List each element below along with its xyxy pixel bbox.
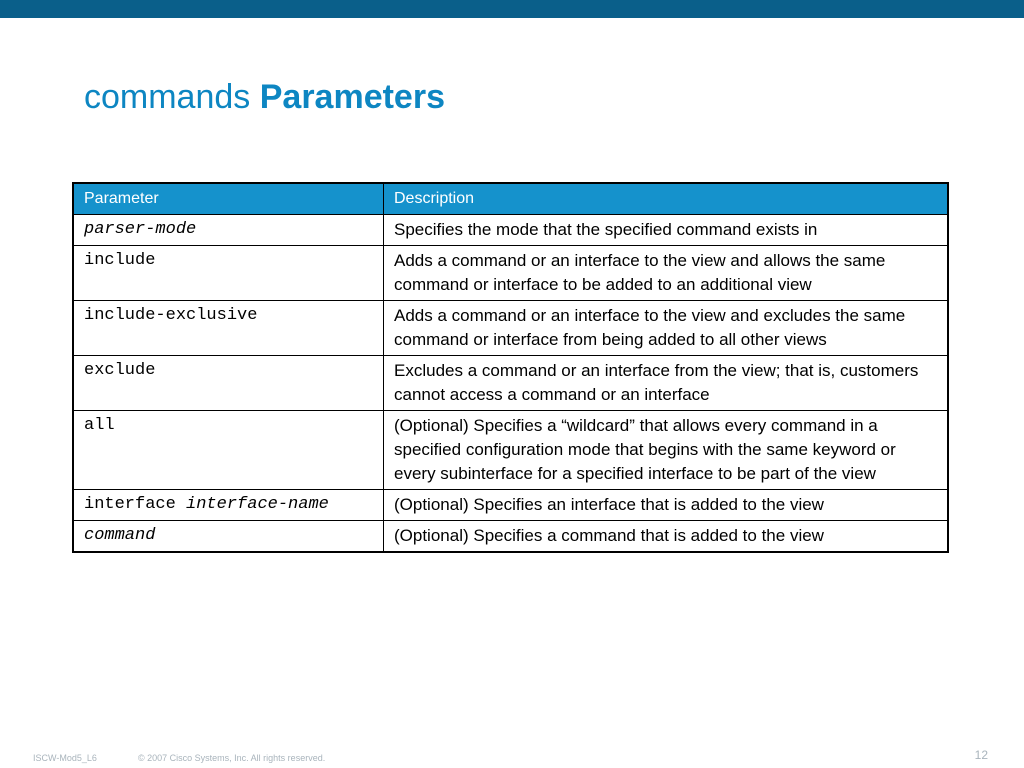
description-cell: Excludes a command or an interface from the view; that is, customers cannot access a command or an interface: [384, 356, 949, 411]
description-cell: (Optional) Specifies a “wildcard” that allows every command in a specified configuration mode that begins with the same keyword or every subinterface for a specified interface to be part of the view: [384, 411, 949, 490]
table-header-row: [73, 183, 948, 215]
parameter-keyword: include-exclusive: [84, 306, 258, 325]
parameter-argument: interface-name: [186, 495, 329, 514]
parameter-keyword: exclude: [84, 361, 156, 380]
slide-title-bold: Parameters: [259, 78, 445, 116]
parameter-argument: parser-mode: [84, 220, 197, 239]
parameter-cell: [73, 301, 384, 356]
table-row: [73, 411, 948, 490]
parameter-cell: [73, 521, 384, 553]
table-row: [73, 301, 948, 356]
description-cell: Specifies the mode that the specified command exists in: [384, 215, 949, 246]
footer-copyright: © 2007 Cisco Systems, Inc. All rights reserved.: [138, 753, 326, 763]
parameter-argument: command: [84, 526, 156, 545]
parameter-cell: [73, 356, 384, 411]
parameter-keyword: interface: [84, 495, 187, 514]
top-banner-bar: [0, 0, 1024, 18]
footer-course-code: ISCW-Mod5_L6: [33, 753, 97, 763]
parameter-cell: [73, 490, 384, 521]
description-cell: (Optional) Specifies a command that is added to the view: [384, 521, 949, 553]
page-number: 12: [974, 748, 988, 762]
parameter-cell: [73, 411, 384, 490]
header-parameter: Parameter: [73, 183, 384, 215]
description-cell: Adds a command or an interface to the view and allows the same command or interface to be added to an additional view: [384, 246, 949, 301]
header-description: Description: [384, 183, 949, 215]
slide-title-plain: commands: [84, 78, 251, 116]
table-row: [73, 490, 948, 521]
parameters-table: [72, 182, 949, 553]
table-row: [73, 356, 948, 411]
table-row: [73, 521, 948, 553]
description-cell: (Optional) Specifies an interface that is added to the view: [384, 490, 949, 521]
parameter-keyword: all: [84, 416, 115, 435]
parameter-cell: [73, 215, 384, 246]
description-cell: Adds a command or an interface to the view and excludes the same command or interface from being added to all other views: [384, 301, 949, 356]
parameter-cell: [73, 246, 384, 301]
parameter-keyword: include: [84, 251, 156, 270]
slide-title: [84, 78, 445, 117]
table-row: [73, 246, 948, 301]
table-row: [73, 215, 948, 246]
